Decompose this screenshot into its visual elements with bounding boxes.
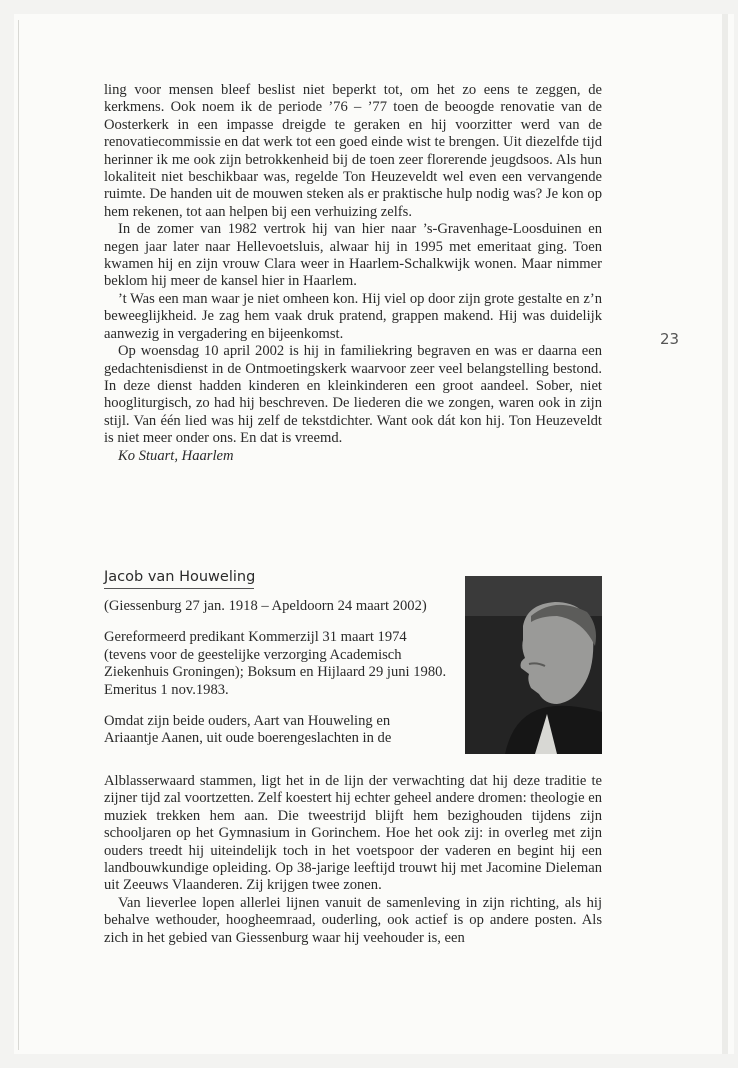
paragraph: ’t Was een man waar je niet omheen kon. Hij viel op door zijn grote gestalte en z’n beweeglijkheid. Je zag hem vaak druk pratend, grappen makend. Hij was duidelijk aanwezig in vergadering en bijeenkomst. bbox=[104, 290, 602, 342]
paragraph-start: Omdat zijn beide ouders, Aart van Houweling en Ariaantje Aanen, uit oude boerengeslachten in de bbox=[104, 713, 392, 747]
biographical-info bbox=[104, 598, 447, 748]
author-signature: Ko Stuart, Haarlem bbox=[118, 447, 234, 464]
page-edge bbox=[722, 14, 728, 1054]
article-continued bbox=[104, 82, 602, 465]
paragraph: In de zomer van 1982 vertrok hij van hier naar ’s-Gravenhage-Loosduinen en negen jaar later naar Hellevoetsluis, alwaar hij in 1995 met emeritaat ging. Toen kwamen hij en zijn vrouw Clara weer in Haarlem-Schalkwijk wonen. Maar nimmer beklom hij meer de kansel hier in Haarlem. bbox=[104, 221, 602, 290]
binding-line bbox=[18, 20, 19, 1050]
paragraph: ling voor mensen bleef beslist niet beperkt tot, om het zo eens te zeggen, de kerkmens. Ook noem ik de periode ’76 – ’77 toen de beoogde renovatie van de Oosterkerk in een impasse dreigde te geraken en hij voorzitter werd van de renovatiecommissie en dat werk tot een goed einde wist te brengen. Uit diezelfde tijd herinner ik me ook zijn betrokkenheid bij de toen zeer florerende jeugdsoos. Als hun lokaliteit niet beschikbaar was, regelde Ton Heuzeveldt wel even een vervangende ruimte. De handen uit de mouwen steken als er praktische hulp nodig was? Je kon op hem rekenen, tot aan helpen bij een verhuizing zelfs. bbox=[104, 82, 602, 220]
page-number: 23 bbox=[660, 330, 680, 348]
paragraph: Alblasserwaard stammen, ligt het in de lijn der verwachting dat hij deze traditie te zijner tijd zal voortzetten. Zelf koestert hij echter geheel andere dromen: theologie en muziek trekken hem aan. Die tweestrijd blijft hem bezighouden tijdens zijn schooljaren op het Gymnasium in Gorinchem. Hoe het ook zij: in overleg met zijn ouders treedt hij uiteindelijk toch in het voetspoor der vaderen en begint hij een landbouwkundige opleiding. Op 38-jarige leeftijd trouwt hij met Jacomine Dieleman uit Zeeuws Vlaanderen. Zij krijgen twee zonen. bbox=[104, 773, 602, 894]
portrait-photo bbox=[465, 576, 602, 754]
article-body bbox=[104, 773, 602, 947]
paragraph: Van lieverlee lopen allerlei lijnen vanuit de samenleving in zijn richting, als hij behalve wethouder, hoogheemraad, ouderling, ook actief is op andere posten. Als zich in het gebied van Giessenburg waar hij veehouder is, een bbox=[104, 894, 602, 946]
title-underline bbox=[104, 588, 254, 589]
life-dates: (Giessenburg 27 jan. 1918 – Apeldoorn 24 maart 2002) bbox=[104, 598, 427, 614]
obituary-title: Jacob van Houweling bbox=[104, 569, 256, 585]
career-summary: Gereformeerd predikant Kommerzijl 31 maart 1974 (tevens voor de geestelijke verzorging Academisch Ziekenhuis Groningen); Boksum en Hijlaard 29 juni 1980. Emeritus 1 nov.1983. bbox=[104, 629, 447, 698]
paragraph: Op woensdag 10 april 2002 is hij in familiekring begraven en was er daarna een gedachtenisdienst in de Ontmoetingskerk waarvoor zeer veel belangstelling bestond. In deze dienst hadden kinderen en kleinkinderen een groot aandeel. Sober, niet hoogliturgisch, zo had hij beschreven. De liederen die we zongen, waren ook in zijn stijl. Van één lied was hij zelf de tekstdichter. Want ook dát kon hij. Ton Heuzeveldt is niet meer onder ons. En dat is vreemd. bbox=[104, 343, 602, 447]
